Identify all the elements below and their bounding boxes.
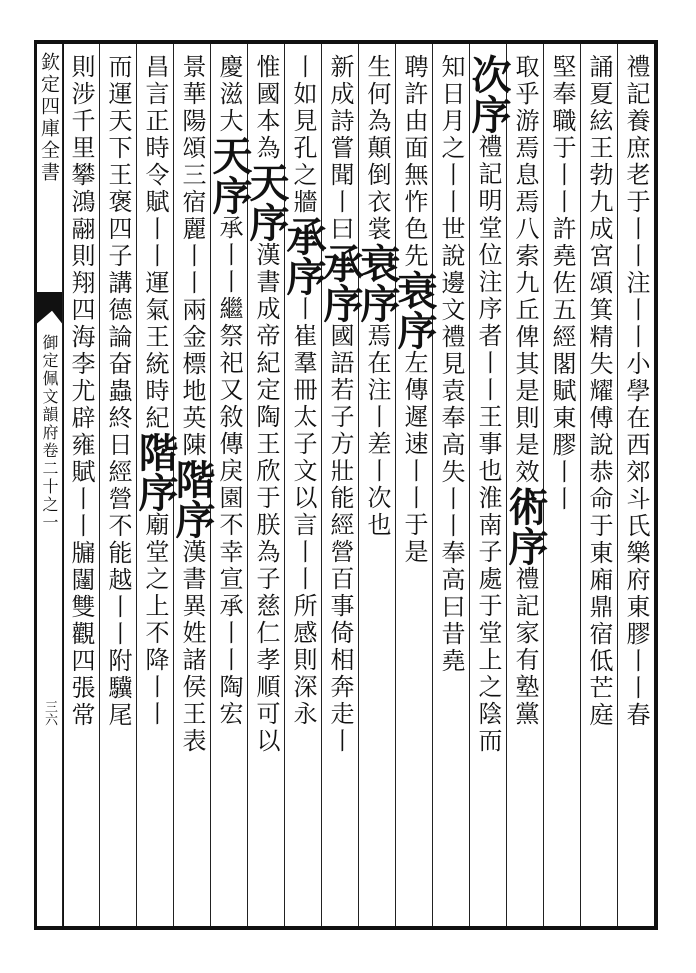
- column-text: 禮記明堂位注序者丨丨王事也淮南子處于堂上之陰而: [474, 134, 502, 755]
- column-text: 堅奉職于丨丨許堯佐五經閣賦東膠丨丨: [548, 54, 576, 513]
- column-rule: [580, 44, 581, 926]
- column-rule: [432, 44, 433, 926]
- margin-section-suffix: 卷二十之一: [40, 442, 59, 532]
- column-text: 慶滋大: [215, 54, 243, 135]
- text-column: [584, 54, 614, 920]
- text-column: [206, 54, 252, 920]
- headword: 階序: [169, 459, 215, 539]
- frame-right-border: [654, 40, 658, 930]
- column-text: 廟堂之上不降丨丨: [141, 512, 169, 728]
- text-column: [66, 54, 96, 920]
- text-column: [436, 54, 466, 920]
- headword: 階序: [132, 432, 178, 512]
- column-text: 國語若子方壯能經營百事倚相奔走丨: [326, 323, 354, 755]
- column-rule: [617, 44, 618, 926]
- text-column: [243, 54, 289, 920]
- column-rule: [469, 44, 470, 926]
- column-text: 生何為顛倒衣裳: [363, 54, 391, 243]
- column-text: 則涉千里攀鴻翮則翔四海李尤辟雍賦丨丨牖闥雙觀四張常: [67, 54, 95, 729]
- margin-page-number: 三六: [42, 700, 57, 726]
- column-rule: [506, 44, 507, 926]
- headword: 天序: [206, 135, 252, 215]
- column-text: 焉在注丨差丨次也: [363, 323, 391, 539]
- margin-section-title: [36, 334, 62, 634]
- column-text: 漢書異姓諸侯王表: [178, 539, 206, 755]
- column-text: 聘許由面無怍色先: [400, 54, 428, 270]
- column-text: 景華陽頌三宿麗丨丨兩金標地英陳: [178, 54, 206, 459]
- headword: 承序: [280, 216, 326, 296]
- column-text: 禮記家有塾黨: [511, 566, 539, 728]
- column-text: 昌言正時令賦丨丨運氣王統時紀: [141, 54, 169, 432]
- column-rule: [321, 44, 322, 926]
- column-text: 取乎游焉息焉八索九丘俾其是則是效: [511, 54, 539, 486]
- column-text: 丨崔羣冊太子文以言丨丨所感則深永: [289, 296, 317, 728]
- column-text: 禮記養庶老于丨丨注丨丨小學在西郊斗氏樂府東膠丨丨春: [622, 54, 650, 729]
- frame-top-border: [34, 40, 658, 44]
- column-rule: [358, 44, 359, 926]
- column-rule: [395, 44, 396, 926]
- column-text: 知日月之丨丨世說邊文禮見袁奉高失丨丨奉高曰昔堯: [437, 54, 465, 675]
- column-text: 新成詩嘗聞丨曰: [326, 54, 354, 243]
- text-column: [354, 54, 400, 920]
- text-column: [391, 54, 437, 920]
- headword: 衰序: [354, 243, 400, 323]
- column-text: 惟國本為: [252, 54, 280, 162]
- headword: 天序: [243, 162, 289, 242]
- text-column: [169, 54, 215, 920]
- text-column: [547, 54, 577, 920]
- text-column: [132, 54, 178, 920]
- margin-book-title: 欽定四庫全書: [38, 52, 60, 184]
- text-column: [103, 54, 133, 920]
- column-text: 漢書成帝紀定陶王欣于朕為子慈仁孝順可以: [252, 242, 280, 755]
- text-column: [317, 54, 363, 920]
- headword: 術序: [502, 486, 548, 566]
- column-text: 左傳遲速丨丨于是: [400, 350, 428, 566]
- column-rule: [99, 44, 100, 926]
- column-text: 丨如見孔之牆: [289, 54, 317, 216]
- headword: 次序: [465, 54, 511, 134]
- column-rule: [62, 44, 63, 926]
- fish-tail-mark: [34, 292, 64, 326]
- margin-section-name: 御定佩文韻府: [40, 334, 59, 442]
- column-rule: [543, 44, 544, 926]
- text-column: [465, 54, 511, 920]
- column-text: 而運天下王褒四子講德論奋蟲終日經營不能越丨丨附驥尾: [104, 54, 132, 729]
- column-text: 誦夏絃王勃九成宮頌箕精失耀傅說恭命于東廂鼎宿低芒庭: [585, 54, 613, 729]
- headword: 衰序: [391, 270, 437, 350]
- text-column: [502, 54, 548, 920]
- column-text: 承丨丨繼祭祀又敘傳戾園不幸宣承丨丨陶宏: [215, 215, 243, 728]
- frame-bottom-border: [34, 926, 658, 930]
- headword: 承序: [317, 243, 363, 323]
- text-column: [621, 54, 651, 920]
- text-column: [280, 54, 326, 920]
